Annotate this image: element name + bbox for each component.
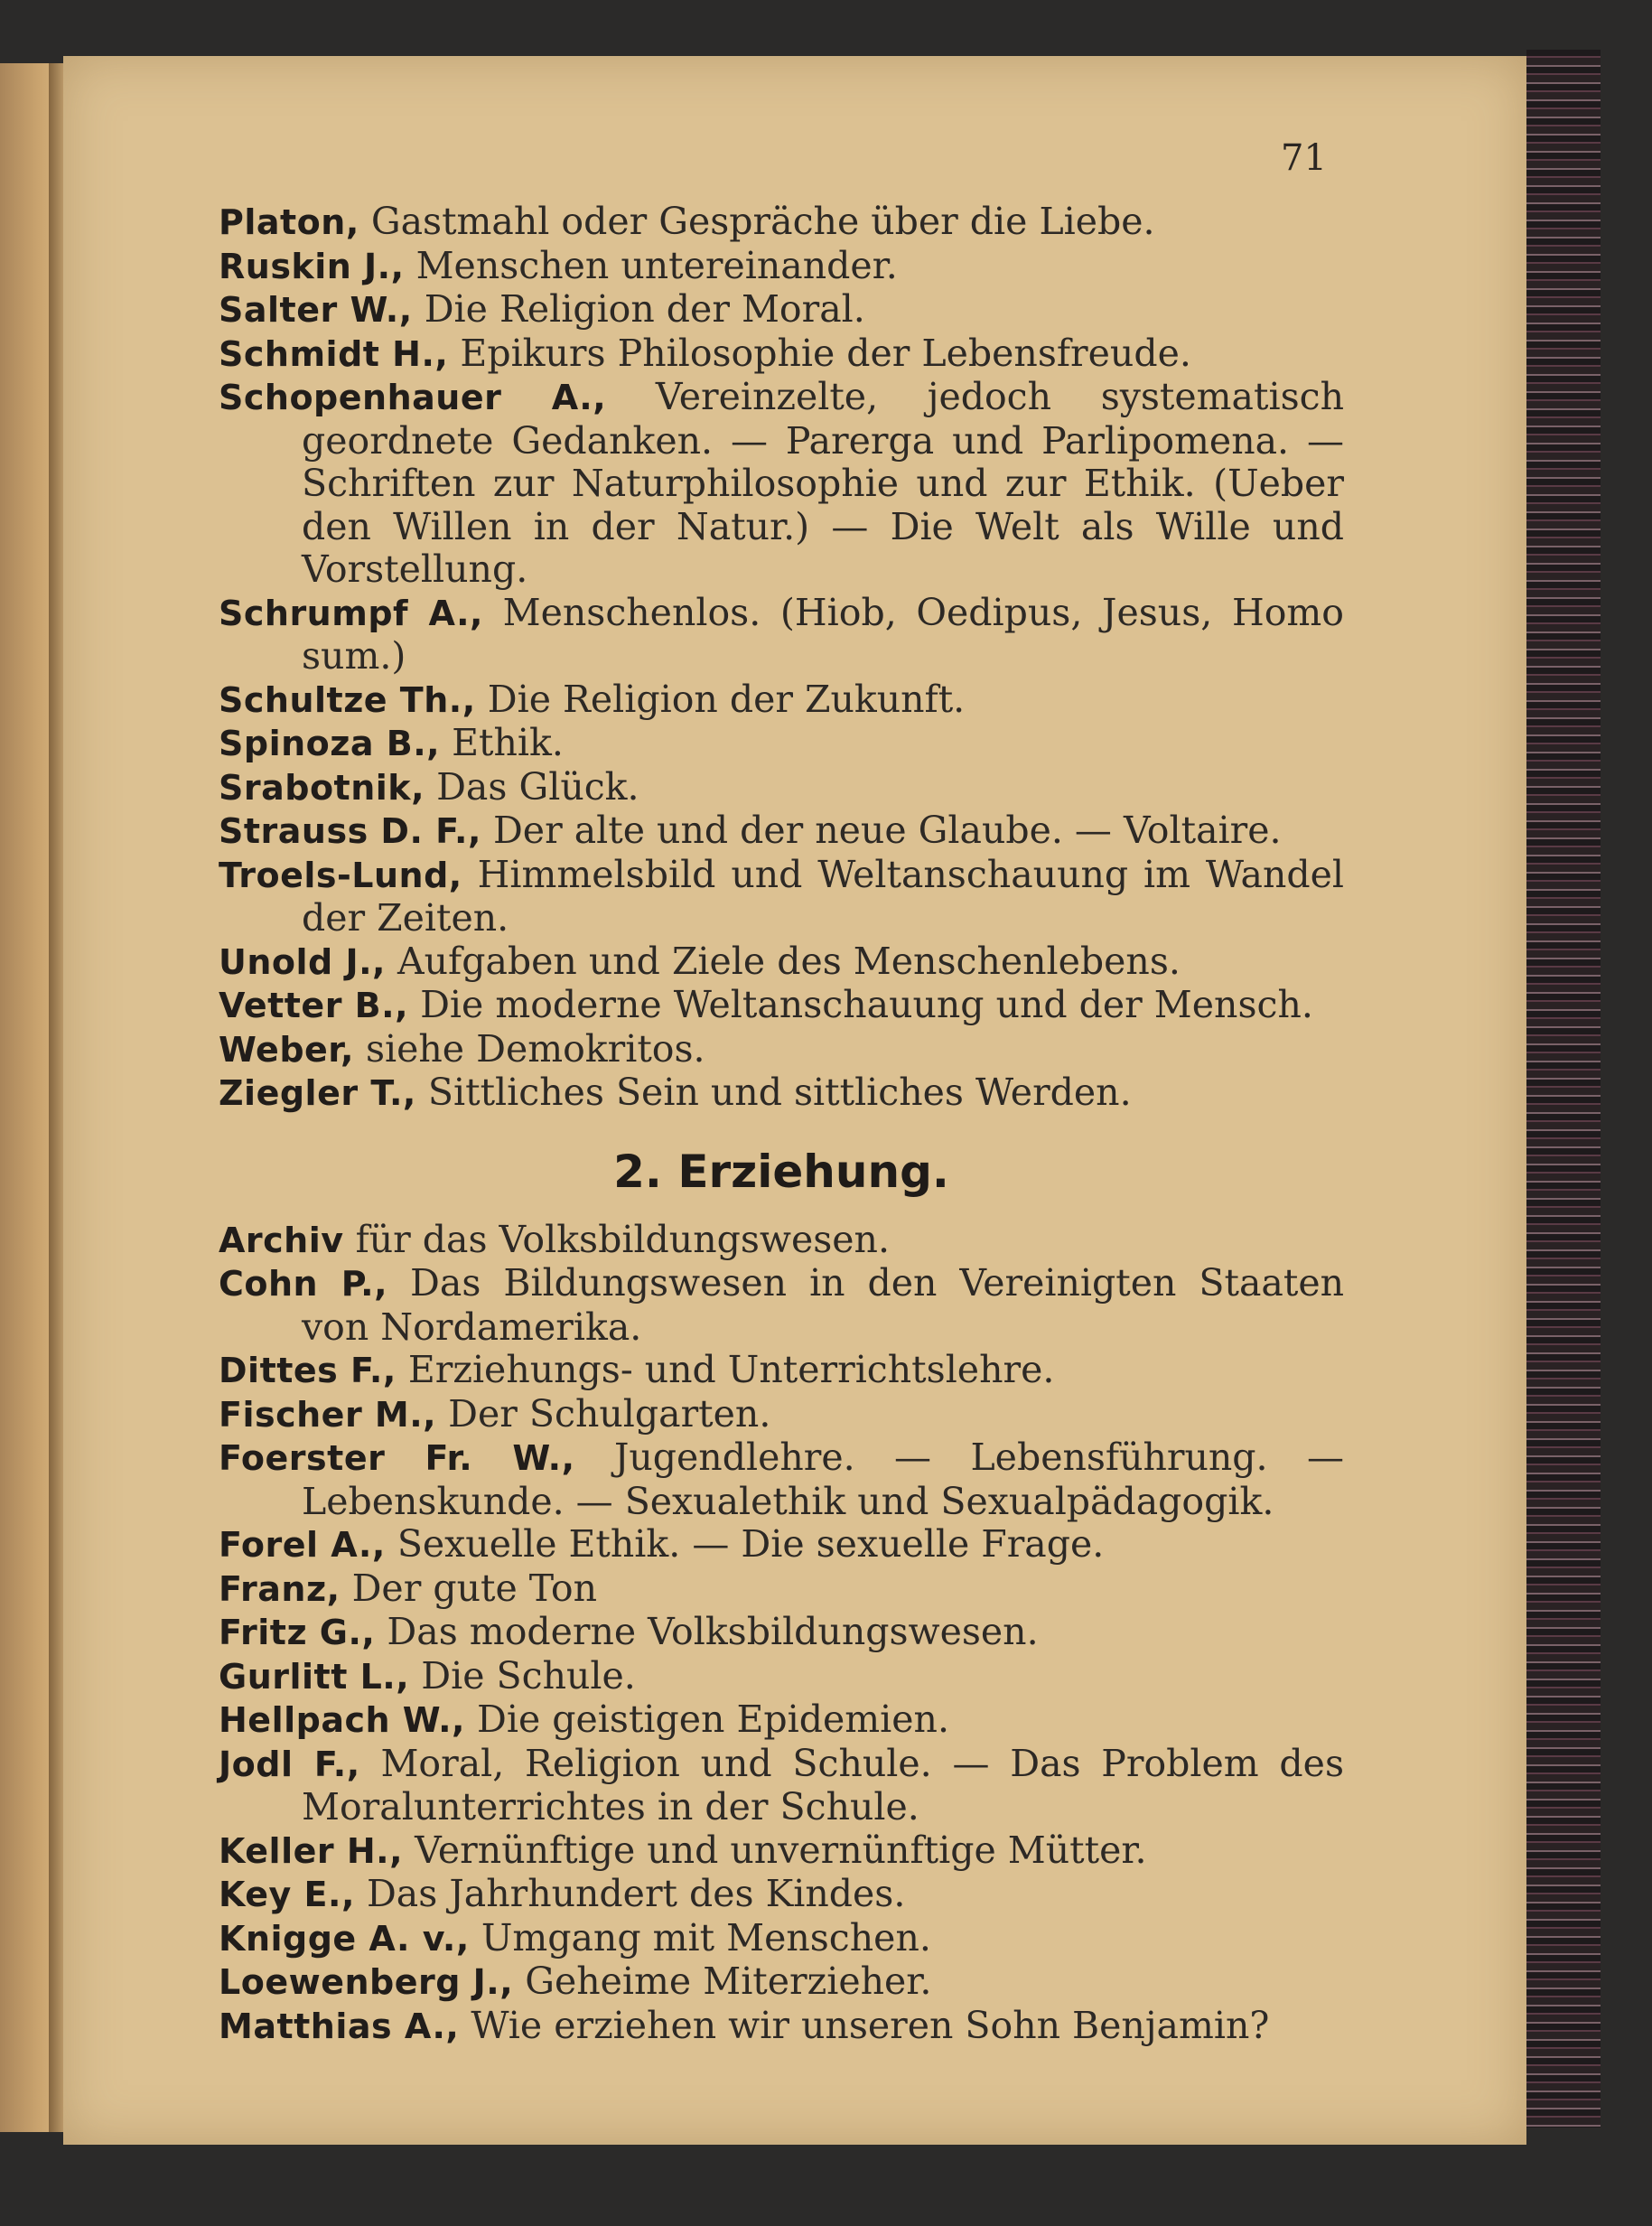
- entry-title: Die geistigen Epidemien.: [477, 1698, 949, 1741]
- bibliography-entry: [219, 1028, 1344, 1072]
- entry-title: Aufgaben und Ziele des Menschenlebens.: [397, 939, 1181, 983]
- entry-title: Menschenlos. (Hiob, Oedipus, Jesus, Homo sum.): [302, 590, 1344, 678]
- marbled-page-edge: [1526, 50, 1601, 2128]
- entry-author: Franz,: [219, 1568, 341, 1609]
- entry-title: Die Religion der Moral.: [424, 287, 865, 331]
- entry-title: Der gute Ton: [351, 1566, 598, 1610]
- entry-title: Das Bildungswesen in den Vereinigten Staaten von Nordamerika.: [302, 1261, 1344, 1349]
- entry-author: Schmidt H.,: [219, 333, 449, 374]
- entry-title: Menschen untereinander.: [415, 243, 898, 287]
- entry-author: Dittes F.,: [219, 1351, 397, 1390]
- entry-title: Die moderne Weltanschauung und der Mensch.: [420, 983, 1313, 1026]
- bibliography-entry: [219, 1523, 1344, 1567]
- entry-title: Jugendlehre. — Lebensführung. — Lebenskunde. — Sexualethik und Sexualpädagogik.: [302, 1436, 1344, 1523]
- entry-author: Forel A.,: [219, 1525, 386, 1565]
- entry-title: Erziehungs- und Unterrichtslehre.: [407, 1348, 1055, 1391]
- entry-title: Moral, Religion und Schule. — Das Problem des Moralunterrichtes in der Schule.: [302, 1741, 1344, 1828]
- bibliography-entry: [219, 722, 1344, 766]
- bibliography-entry: [219, 332, 1344, 377]
- bibliography-entry: [219, 809, 1344, 854]
- entry-title: Sittliches Sein und sittliches Werden.: [427, 1071, 1132, 1114]
- entry-author: Fritz G.,: [219, 1613, 376, 1652]
- bibliography-entry: [219, 1567, 1344, 1612]
- entry-title: Das moderne Volksbildungswesen.: [387, 1610, 1039, 1653]
- entry-title: Sexuelle Ethik. — Die sexuelle Frage.: [397, 1522, 1105, 1566]
- entry-title: Himmelsbild und Weltanschauung im Wandel der Zeiten.: [302, 852, 1344, 940]
- entry-author: Salter W.,: [219, 290, 413, 330]
- bibliography-entry: [219, 984, 1344, 1028]
- entry-title: Der Schulgarten.: [448, 1391, 771, 1436]
- entry-author: Spinoza B.,: [219, 724, 441, 763]
- bibliography-entry: [219, 1262, 1344, 1349]
- entry-author: Jodl F.,: [219, 1744, 360, 1784]
- bibliography-entry: [219, 766, 1344, 810]
- entry-author: Schrumpf A.,: [219, 593, 483, 633]
- bibliography-entry: [219, 1349, 1344, 1393]
- entry-author: Platon,: [219, 202, 359, 242]
- bibliography-entry: [219, 854, 1344, 940]
- entry-author: Archiv: [219, 1220, 344, 1260]
- entry-title: Die Schule.: [421, 1653, 636, 1698]
- entry-author: Gurlitt L.,: [219, 1656, 410, 1697]
- entry-author: Srabotnik,: [219, 767, 425, 808]
- bibliography-entry: [219, 1873, 1344, 1917]
- entry-author: Strauss D. F.,: [219, 811, 481, 851]
- bibliography-entry: [219, 1393, 1344, 1437]
- entry-title: Umgang mit Menschen.: [481, 1915, 931, 1959]
- bibliography-entry: [219, 1743, 1344, 1829]
- bibliography-entry: [219, 201, 1344, 245]
- entry-author: Schultze Th.,: [219, 679, 476, 720]
- bibliography-entry: [219, 376, 1344, 592]
- bibliography-entry: [219, 940, 1344, 985]
- entry-title: Epikurs Philosophie der Lebensfreude.: [460, 331, 1191, 375]
- entry-author: Troels-Lund,: [219, 855, 462, 895]
- bibliography-entry: [219, 1960, 1344, 2005]
- page-number: 71: [1281, 137, 1327, 179]
- bibliography-entry: [219, 2005, 1344, 2049]
- bibliography-entry: [219, 1219, 1344, 1263]
- bibliography-entry: [219, 1655, 1344, 1699]
- bibliography-entry: [219, 1917, 1344, 1961]
- entry-author: Matthias A.,: [219, 2006, 460, 2046]
- bibliography-entry: [219, 1071, 1344, 1116]
- entry-title: Die Religion der Zukunft.: [487, 677, 966, 721]
- entry-author: Schopenhauer A.,: [219, 378, 607, 417]
- entry-author: Ruskin J.,: [219, 246, 405, 286]
- entry-title: siehe Demokritos.: [365, 1026, 705, 1071]
- entry-title: Ethik.: [452, 721, 564, 764]
- entry-author: Key E.,: [219, 1875, 355, 1914]
- entry-title: Geheime Miterzieher.: [525, 1959, 932, 2003]
- bibliography-entry: [219, 288, 1344, 332]
- entry-author: Knigge A. v.,: [219, 1918, 470, 1959]
- entry-author: Keller H.,: [219, 1830, 404, 1871]
- entry-title: Gastmahl oder Gespräche über die Liebe.: [370, 200, 1155, 243]
- entry-author: Hellpach W.,: [219, 1700, 465, 1740]
- entry-author: Weber,: [219, 1029, 354, 1070]
- bibliography-entry: [219, 1829, 1344, 1874]
- bibliography-entry: [219, 1436, 1344, 1523]
- bibliography-entry: [219, 1698, 1344, 1743]
- entry-author: Fischer M.,: [219, 1394, 437, 1435]
- entry-author: Foerster Fr. W.,: [219, 1438, 575, 1478]
- entry-title: Der alte und der neue Glaube. — Voltaire.: [492, 809, 1282, 852]
- entry-title: Das Glück.: [436, 764, 639, 809]
- entry-title: Vernünftige und unvernünftige Mütter.: [415, 1828, 1147, 1872]
- bibliography-entry: [219, 245, 1344, 289]
- entry-author: Ziegler T.,: [219, 1073, 416, 1113]
- section-heading: 2. Erziehung.: [613, 1145, 949, 1198]
- entry-author: Loewenberg J.,: [219, 1962, 514, 2002]
- entry-author: Vetter B.,: [219, 986, 409, 1025]
- entry-title: Vereinzelte, jedoch systematisch geordnete Gedanken. — Parerga und Parlipomena. — Schriften zur Naturphilosophie und zur Ethik. (Ueber den Willen in der Natur.) — Die Welt als Wille und Vorstellung.: [302, 375, 1344, 591]
- entry-author: Unold J.,: [219, 941, 386, 982]
- bibliography-list: [219, 201, 1344, 2048]
- bibliography-entry: [219, 678, 1344, 723]
- bibliography-entry: [219, 592, 1344, 678]
- entry-title: Wie erziehen wir unseren Sohn Benjamin?: [471, 2003, 1270, 2047]
- bibliography-entry: [219, 1611, 1344, 1655]
- entry-author: Cohn P.,: [219, 1264, 388, 1304]
- entry-title: für das Volksbildungswesen.: [355, 1217, 890, 1261]
- entry-title: Das Jahrhundert des Kindes.: [366, 1872, 906, 1915]
